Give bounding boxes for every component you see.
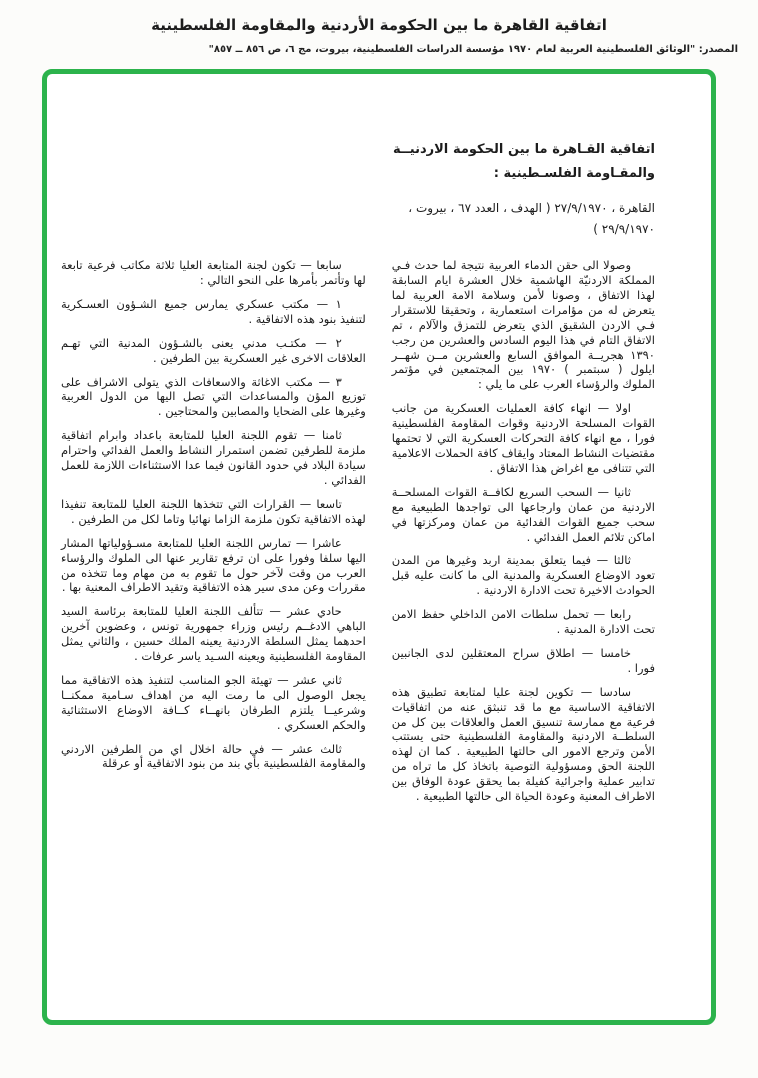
clause-12: ثاني عشر — تهيئة الجو المناسب لتنفيذ هذه الاتفاقية مما يجعل الوصول الى ما رمت اليه من اهداف سـامية ممكنــا وشرعيــا يلتزم الطرفان بانهــاء كــافة الاوضاع الاستثنائية والحكم العسكري .: [61, 672, 366, 732]
clause-9: تاسعا — القرارات التي تتخذها اللجنة العليا للمتابعة تنفيذا لهذه الاتفاقية تكون ملزمة الزاما نهائيا وتاما لكل من الطرفين .: [61, 496, 366, 526]
clause-4: رابعا — تحمل سلطات الامن الداخلي حفظ الامن تحت الادارة المدنية .: [391, 607, 655, 637]
scan-border-frame: [42, 69, 716, 1025]
document-dateline: القاهرة ، ٢٧/٩/١٩٧٠ ( الهدف ، العدد ٦٧ ، بيروت ، ٢٩/٩/١٩٧٠ ): [408, 201, 655, 237]
source-citation: المصدر: "الوثائق الفلسطينية العربية لعام ١٩٧٠ مؤسسة الدراسات الفلسطينية، بيروت، مج ٦، ص ٨٥٦ ــ ٨٥٧": [208, 44, 738, 55]
clause-13: ثالث عشر — في حالة اخلال اي من الطرفين الاردني والمقاومة الفلسطينية بأي بند من بنود الاتفاقية أو عرقلة: [61, 741, 366, 771]
column-left: [61, 258, 366, 780]
clause-6: سادسا — تكوين لجنة عليا لمتابعة تطبيق هذه الاتفاقية الاساسية مع ما قد تنبثق عنه من اتفاقيات فرعية مع ممارسة تنسيق العمل والعلاقات بين كل من السلطــة الاردنية والمقاومة الفلسطينية حتى يستتب الأمن وترجع الامور الى حالتها الطبيعية . كما ان لهذه اللجنة الحق ومسؤولية التوصية باتخاذ كل ما تراه من تدابير عملية واجرائية كفيلة بما يحقق عودة الوفاق بين الاطراف المعنية وعودة الحياة الى حالتها الطبيعية .: [391, 684, 655, 804]
clause-8: ثامنا — تقوم اللجنة العليا للمتابعة باعداد وابرام اتفاقية ملزمة للطرفين تضمن استمرار النشاط والعمل الفدائي واحترام سيادة البلاد في حدود القانون فيما عدا الاستثناءات اللازمة للعمل الفدائي .: [61, 428, 366, 487]
clause-7: سابعا — تكون لجنة المتابعة العليا ثلاثة مكاتب فرعية تابعة لها وتأتمر بأمرها على النحو التالي :: [61, 258, 366, 287]
clause-7-item-2: ٢ — مكتـب مدني يعنى بالشـؤون المدنية التي تهـم العلاقات الاخرى غير العسكرية بين الطرفين .: [61, 335, 366, 365]
document-scan: [47, 74, 711, 813]
clause-3: ثالثا — فيما يتعلق بمدينة اربد وغيرها من المدن تعود الاوضاع العسكرية والمدنية الى ما كانت عليه قبل الحوادث الاخيرة تحت الادارة الاردنية .: [391, 553, 655, 598]
clause-7-item-1: ١ — مكتب عسكري يمارس جميع الشـؤون العسـكرية لتنفيذ بنود هذه الاتفاقية .: [61, 296, 366, 326]
preamble-paragraph: وصولا الى حقن الدماء العربية نتيجة لما حدث فـي المملكة الاردنيّة الهاشمية خلال العشرة ايام السابقة لهذا الاتفاق ، وصونا لأمن وسلامة الامة العربية لما يتعرض له من مؤامرات استعمارية ، وتحقيقا للاستقرار فـي الاردن الشقيق الذي يتعرض للتمزق والآلام ، تم الاتفاق التام في هذا اليوم السادس والعشرين من رجب ١٣٩٠ هجريــة الموافق السابع والعشرين مــن شهــر ايلول ( سبتمبر ) ١٩٧٠ بين المجتمعين في مؤتمر الملوك والرؤساء العرب على ما يلي :: [391, 258, 656, 392]
clause-11: حادي عشر — تتألف اللجنة العليا للمتابعة برئاسة السيد الباهي الادغــم رئيس وزراء جمهورية تونس ، وعضوين آخرين احدهما يمثل السلطة الاردنية يعينه الملك حسين ، والثاني يمثل المقاومة الفلسطينية ويعينه السـيد ياسر عرفات .: [61, 604, 366, 664]
clause-1: اولا — انهاء كافة العمليات العسكرية من جانب القوات المسلحة الاردنية وقوات المقاومة الفلسطينية فورا ، مع انهاء كافة التحركات العسكرية التي لا تحتمها مقتضيات النشاط المعتاد وايقاف كافة الحملات الاعلامية التي تتنافى مع اغراض هذا الاتفاق .: [391, 401, 655, 475]
two-column-text: [61, 258, 655, 813]
clause-10: عاشرا — تمارس اللجنة العليا للمتابعة مسـؤولياتها المشار اليها سلفا وفورا على ان ترفع تقارير عنها الى الملوك والرؤساء العرب من وقت لآخر حول ما تقوم به من مهام وما تتخذه من مقررات وعن مدى سير هذه الاتفاقية وتقيد الاطراف المعنية بها .: [61, 535, 366, 595]
clause-2: ثانيا — السحب السريع لكافــة القوات المسلحــة الاردنية من عمان وارجاعها الى تواجدها الطبيعية مع سحب جميع القوات الفدائية من عمان ومركزتها في اماكن تلائم العمل الفدائي .: [391, 484, 655, 544]
column-right: [392, 258, 655, 813]
clause-5: خامسا — اطلاق سراح المعتقلين لدى الجانبين فورا .: [391, 645, 655, 675]
clause-7-item-3: ٣ — مكتب الاغاثة والاسعافات الذي يتولى الاشراف على توزيع المؤن والمساعدات التي تصل اليها من الدول العربية وغيرها على الضحايا والمصابين والمحتاجين .: [61, 374, 366, 419]
document-heading: اتفاقية القـاهرة ما بين الحكومة الاردنيــة والمقـاومة الفلسـطينية :: [393, 142, 655, 182]
page-title: اتفاقية القاهرة ما بين الحكومة الأردنية والمقاومة الفلسطينية: [151, 16, 607, 34]
page-header: [0, 0, 758, 34]
